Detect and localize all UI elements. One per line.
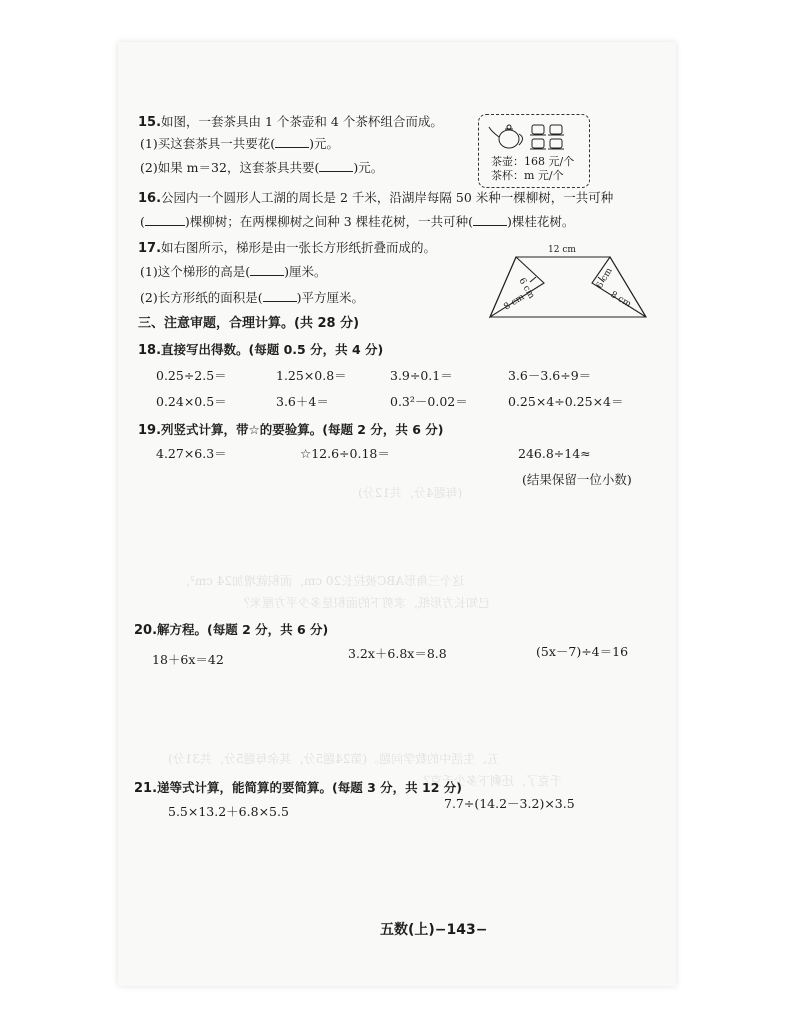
q17-part2-suffix: )平方厘米。 (296, 290, 364, 305)
q18-item-7[interactable]: 0.3²－0.02＝ (390, 394, 468, 409)
q17-answer2-blank[interactable] (263, 290, 297, 302)
bleed-through-text-3: (每题4分，共12分) (358, 486, 463, 500)
q15-part1-text: (1)买这套茶具一共要花( (140, 136, 276, 151)
q19-item-1[interactable]: 4.27×6.3＝ (156, 446, 227, 461)
q15-part2-suffix: )元。 (353, 160, 384, 175)
q21-number: 21. (134, 781, 158, 796)
q16-answer1-blank[interactable] (145, 214, 185, 226)
q21-title-text: 递等式计算，能简算的要简算。(每题 3 分，共 12 分) (157, 780, 462, 795)
q19-item-2[interactable]: ☆12.6÷0.18＝ (300, 446, 390, 461)
q15-part1 (140, 136, 339, 152)
section-3-heading: 三、注意审题，合理计算。(共 28 分) (138, 316, 360, 331)
q15-answer1-blank[interactable] (275, 136, 309, 148)
q16-line2-suffix: )棵桂花树。 (507, 214, 575, 229)
q18-item-6[interactable]: 3.6＋4＝ (276, 394, 329, 409)
fig-bottom-right-label: 8 cm (608, 289, 633, 310)
q17-part1-text: (1)这个梯形的高是( (140, 264, 251, 279)
bleed-through-text-2: 已知长方形纸，求剪下的面积是多少平方厘米？ (238, 596, 491, 610)
q17-stem-text: 如右图所示，梯形是由一张长方形纸折叠而成的。 (161, 240, 437, 255)
q15-stem (138, 114, 443, 131)
q17-stem (138, 240, 436, 257)
q18-number: 18. (138, 343, 162, 358)
exam-sheet (118, 42, 676, 986)
q19-title-text: 列竖式计算，带☆的要验算。(每题 2 分，共 6 分) (161, 422, 444, 437)
q16-line2-text: )棵柳树；在两棵柳树之间种 3 棵桂花树，一共可种( (184, 214, 474, 229)
q18-title (138, 342, 383, 359)
q21-item-2[interactable]: 7.7÷(14.2－3.2)×3.5 (444, 796, 575, 811)
folded-trapezoid-figure (486, 238, 650, 324)
q15-answer2-blank[interactable] (319, 160, 353, 172)
q16-number: 16. (138, 191, 162, 206)
q16-line2-open: ( (140, 214, 145, 229)
q17-answer1-blank[interactable] (250, 264, 284, 276)
q15-part2 (140, 160, 383, 176)
teapot-cups-illustration (479, 117, 589, 157)
q16-line2 (140, 214, 574, 230)
q16-line1-text: 公园内一个圆形人工湖的周长是 2 千米，沿湖岸每隔 50 米种一棵柳树，一共可种 (161, 190, 614, 205)
q20-title-text: 解方程。(每题 2 分，共 6 分) (157, 622, 329, 637)
left-right-angle-mark (530, 277, 536, 282)
q18-item-2[interactable]: 1.25×0.8＝ (276, 368, 347, 383)
q15-part1-suffix: )元。 (309, 136, 339, 151)
bleed-through-text-1: 这个三角形ABC被拉长20 cm，面积就增加24 cm²， (178, 574, 465, 588)
left-fold-triangle (490, 257, 544, 317)
q20-item-2[interactable]: 3.2x＋6.8x＝8.8 (348, 646, 447, 661)
q19-number: 19. (138, 423, 162, 438)
page-footer: 五数(上)−143− (380, 922, 488, 938)
bleed-through-text-5: 千克了，还剩下多少千克？ (418, 774, 563, 788)
q18-item-4[interactable]: 3.6－3.6÷9＝ (508, 368, 592, 383)
q17-part2-text: (2)长方形纸的面积是( (140, 290, 263, 305)
q20-number: 20. (134, 623, 158, 638)
q16-line1 (138, 190, 613, 207)
bleed-through-text-4: 五、生活中的数学问题。(第24题5分，其余每题5分，共31分) (168, 752, 500, 766)
teacup-icons (530, 125, 564, 149)
fig-left-side-label: 6 cm (516, 276, 537, 301)
q15-stem-text: 如图，一套茶具由 1 个茶壶和 4 个茶杯组合而成。 (161, 114, 443, 129)
q15-part2-text: (2)如果 m＝32，这套茶具共要( (140, 160, 320, 175)
fig-right-side-label: 6 cm (594, 266, 615, 291)
q21-title (134, 780, 462, 797)
q20-item-3[interactable]: (5x－7)÷4＝16 (536, 644, 629, 659)
teapot-icon (489, 125, 523, 148)
q19-rounding-note: (结果保留一位小数) (522, 472, 632, 487)
q18-item-8[interactable]: 0.25×4÷0.25×4＝ (508, 394, 624, 409)
teaset-figure-box (478, 114, 590, 188)
q20-title (134, 622, 328, 639)
q18-item-1[interactable]: 0.25÷2.5＝ (156, 368, 227, 383)
q16-answer2-blank[interactable] (473, 214, 507, 226)
teacup-price: 茶杯：m 元/个 (491, 169, 564, 182)
q21-item-1[interactable]: 5.5×13.2＋6.8×5.5 (168, 804, 289, 819)
fig-bottom-left-label: 8 cm (502, 292, 527, 313)
q17-part2 (140, 290, 364, 306)
q18-item-5[interactable]: 0.24×0.5＝ (156, 394, 227, 409)
q19-title (138, 422, 443, 439)
q15-number: 15. (138, 115, 162, 130)
q17-number: 17. (138, 241, 162, 256)
q17-part1-suffix: )厘米。 (284, 264, 327, 279)
fig-top-label: 12 cm (548, 245, 576, 255)
q18-item-3[interactable]: 3.9÷0.1＝ (390, 368, 453, 383)
q17-part1 (140, 264, 326, 280)
q19-item-3[interactable]: 246.8÷14≈ (518, 446, 591, 461)
q18-title-text: 直接写出得数。(每题 0.5 分，共 4 分) (161, 342, 384, 357)
teapot-price: 茶壶：168 元/个 (491, 155, 575, 168)
q20-item-1[interactable]: 18＋6x＝42 (152, 652, 224, 667)
